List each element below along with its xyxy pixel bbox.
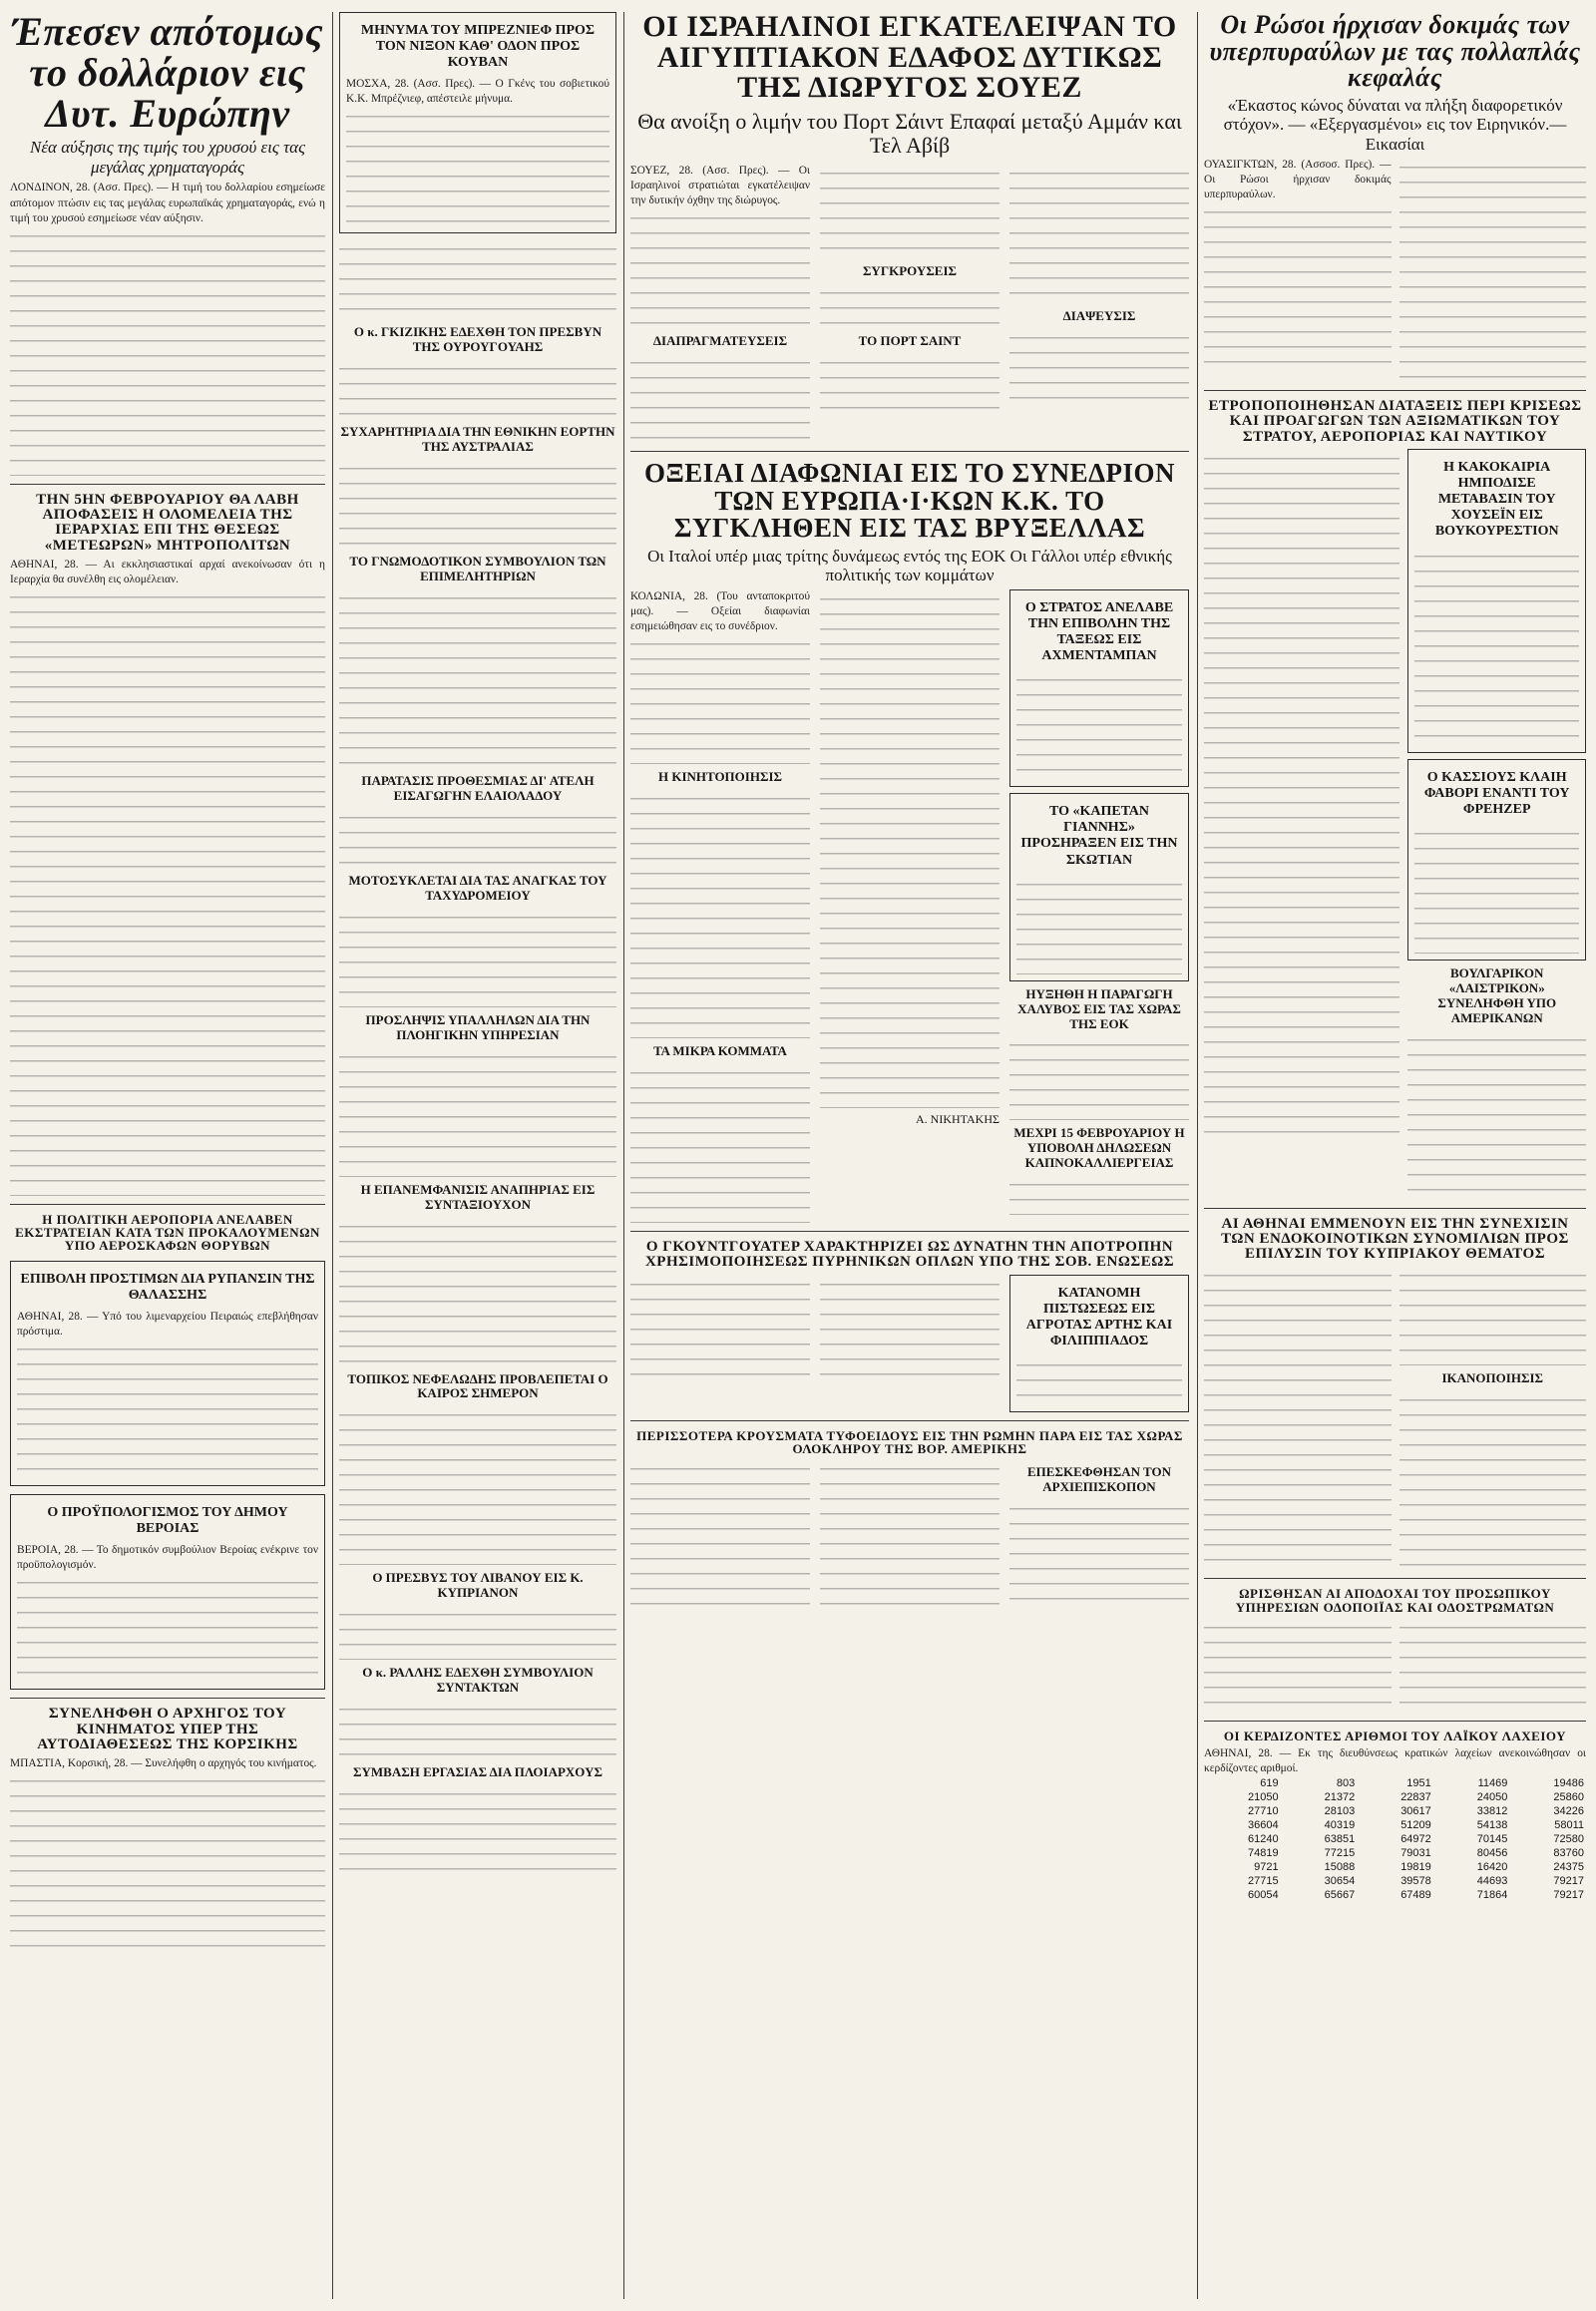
credit-headline: ΚΑΤΑΝΟΜΗ ΠΙΣΤΩΣΕΩΣ ΕΙΣ ΑΓΡΟΤΑΣ ΑΡΤΗΣ ΚΑΙ ΦΙΛΙΠΠΙΑΔΟΣ — [1025, 1285, 1173, 1348]
missiles-headline: Οι Ρώσοι ήρχισαν δοκιμάς των υπερπυραύλων με τας πολλαπλάς κεφαλάς — [1209, 12, 1581, 93]
divider — [1204, 1208, 1586, 1209]
typhus-headline: ΠΕΡΙΣΣΟΤΕΡΑ ΚΡΟΥΣΜΑΤΑ ΤΥΦΟΕΙΔΟΥΣ ΕΙΣ ΤΗΝ ΡΩΜΗΝ ΠΑΡΑ ΕΙΣ ΤΑΣ ΧΩΡΑΣ ΟΛΟΚΛΗΡΟΥ ΤΗΣ ΒΟΡ. ΑΜΕΡΙΚΗΣ — [636, 1427, 1183, 1457]
pollution-fines-headline: ΕΠΙΒΟΛΗ ΠΡΟΣΤΙΜΩΝ ΔΙΑ ΡΥΠΑΝΣΙΝ ΤΗΣ ΘΑΛΑΣΣΗΣ — [20, 1271, 315, 1303]
article-text-block — [1414, 547, 1579, 746]
divider — [1204, 1721, 1586, 1722]
article-text-block — [10, 587, 325, 1196]
article-text-block — [339, 239, 616, 319]
lottery-number: 24375 — [1553, 1861, 1584, 1874]
corsica-headline: ΣΥΝΕΛΗΦΘΗ Ο ΑΡΧΗΓΟΣ ΤΟΥ ΚΙΝΗΜΑΤΟΣ ΥΠΕΡ ΤΗΣ ΑΥΤΟΔΙΑΘΕΣΕΩΣ ΤΗΣ ΚΟΡΣΙΚΗΣ — [37, 1706, 298, 1752]
article-text-block — [1016, 875, 1182, 974]
cyprus-headline: ΑΙ ΑΘΗΝΑΙ ΕΜΜΕΝΟΥΝ ΕΙΣ ΤΗΝ ΣΥΝΕΧΙΣΙΝ ΤΩΝ ΕΝΔΟΚΟΙΝΟΤΙΚΩΝ ΣΥΝΟΜΙΛΙΩΝ ΠΡΟΣ ΕΠΙΛΥΣΙΝ ΤΟΥ ΚΥΠΡΙΑΚΟΥ ΘΕΜΑΤΟΣ — [1221, 1215, 1569, 1263]
lottery-number: 25860 — [1553, 1791, 1584, 1804]
lottery-number: 74819 — [1248, 1847, 1279, 1860]
lottery-number: 39578 — [1400, 1875, 1431, 1888]
divider — [630, 1231, 1189, 1232]
lottery-number: 77215 — [1324, 1847, 1356, 1860]
lottery-number: 21372 — [1324, 1791, 1356, 1804]
divider — [10, 1698, 325, 1699]
lottery-number: 28103 — [1324, 1805, 1356, 1818]
article-text-block — [1399, 1266, 1587, 1365]
lottery-number: 36604 — [1248, 1819, 1279, 1832]
column-rule — [623, 12, 624, 2299]
article-text-block — [630, 1459, 810, 1609]
corsica-article-text: ΜΠΑΣΤΙΑ, Κορσική, 28. — Συνελήφθη ο αρχηγός του κινήματος. — [10, 1757, 317, 1770]
lottery-number: 27715 — [1248, 1875, 1279, 1888]
article-text-block — [339, 1605, 616, 1660]
eurocommunist-article-text: ΚΟΛΩΝΙΑ, 28. (Του ανταποκριτού μας). — Οξείαι διαφωνίαι εσημειώθησαν εις το συνέδριον. — [630, 589, 810, 633]
article-text-block — [820, 589, 999, 1108]
column-rule — [1197, 12, 1198, 2299]
missiles-deck: «Έκαστος κώνος δύναται να πλήξη διαφορετικόν στόχον». — «Εξεργασμένοι» εις τον Ειρηνικόν.—Εικασίαι — [1223, 95, 1567, 154]
cyprus-article-columns — [1204, 1266, 1586, 1570]
lottery-row — [1204, 1860, 1586, 1874]
lottery-number: 33812 — [1476, 1805, 1508, 1818]
captains-agreement-headline: ΣΥΜΒΑΣΗ ΕΡΓΑΣΙΑΣ ΔΙΑ ΠΛΟΙΑΡΧΟΥΣ — [353, 1764, 602, 1780]
veria-budget-headline: Ο ΠΡΟΫΠΟΛΟΓΙΣΜΟΣ ΤΟΥ ΔΗΜΟΥ ΒΕΡΟΙΑΣ — [47, 1504, 288, 1537]
article-text-block — [346, 107, 609, 226]
lottery-number: 9721 — [1254, 1861, 1279, 1874]
lottery-number: 64972 — [1400, 1833, 1431, 1846]
lottery-number: 34226 — [1553, 1805, 1584, 1818]
mobilization-subhead: Η ΚΙΝΗΤΟΠΟΙΗΣΙΣ — [657, 769, 783, 785]
archbishop-headline: ΕΠΕΣΚΕΦΘΗΣΑΝ ΤΟΝ ΑΡΧΙΕΠΙΣΚΟΠΟΝ — [1027, 1464, 1171, 1495]
lottery-number: 1951 — [1406, 1777, 1431, 1790]
article-text-block — [1407, 1030, 1586, 1200]
lottery-number: 22837 — [1400, 1791, 1431, 1804]
disability-headline: Η ΕΠΑΝΕΜΦΑΝΙΣΙΣ ΑΝΑΠΗΡΙΑΣ ΕΙΣ ΣΥΝΤΑΞΙΟΥΧΟΝ — [360, 1181, 596, 1212]
army-box — [1009, 589, 1189, 787]
veria-budget-box — [10, 1494, 325, 1690]
ship-box — [1009, 793, 1189, 980]
article-text-block — [630, 1275, 810, 1384]
rallis-headline: Ο κ. ΡΑΛΛΗΣ ΕΔΕΧΘΗ ΣΥΜΒΟΥΛΙΟΝ ΣΥΝΤΑΚΤΩΝ — [362, 1665, 594, 1696]
lottery-intro-text: ΑΘΗΝΑΙ, 28. — Εκ της διευθύνσεως κρατικών λαχείων ανεκοινώθησαν οι κερδίζοντες αριθμοί. — [1204, 1747, 1586, 1775]
lottery-number: 24050 — [1476, 1791, 1508, 1804]
dollar-article-text: ΛΟΝΔΙΝΟΝ, 28. (Ασσ. Πρες). — Η τιμή του δολλαρίου εσημείωσε απότομον πτώσιν εις τας μεγάλας ευρωπαϊκάς χρηματαγοράς, ενώ η τιμή του χρυσού εσημείωσε νέαν αύξησιν. — [10, 182, 325, 224]
lottery-number: 79031 — [1400, 1847, 1431, 1860]
lottery-number: 51209 — [1400, 1819, 1431, 1832]
pollution-fines-text: ΑΘΗΝΑΙ, 28. — Υπό του λιμεναρχείου Πειραιώς επεβλήθησαν πρόστιμα. — [17, 1310, 318, 1338]
article-text-block — [339, 459, 616, 549]
lottery-row — [1204, 1790, 1586, 1804]
typhus-article-columns — [630, 1459, 1189, 1609]
lebanon-ambassador-headline: Ο ΠΡΕΣΒΥΣ ΤΟΥ ΛΙΒΑΝΟΥ ΕΙΣ Κ. ΚΥΠΡΙΑΝΟΝ — [372, 1570, 584, 1601]
port-said-subhead: ΤΟ ΠΟΡΤ ΣΑΙΝΤ — [858, 333, 962, 349]
column-4 — [1204, 12, 1586, 2299]
article-text-block — [630, 353, 810, 443]
article-text-block — [1009, 1499, 1189, 1609]
missiles-article-text: ΟΥΑΣΙΓΚΤΩΝ, 28. (Ασσοσ. Πρες). — Οι Ρώσοι ήρχισαν δοκιμάς υπερπυραύλων. — [1204, 159, 1392, 201]
article-text-block — [1016, 1355, 1182, 1405]
article-text-block — [339, 808, 616, 868]
article-text-block — [820, 164, 999, 258]
lottery-number: 60054 — [1248, 1889, 1279, 1902]
article-text-block — [820, 353, 999, 413]
lottery-number: 63851 — [1324, 1833, 1356, 1846]
israel-article-text: ΣΟΥΕΖ, 28. (Ασσ. Πρες). — Οι Ισραηλινοί στρατιώται εγκατέλειψαν την δυτικήν όχθην της διώρυγος. — [630, 165, 810, 207]
lottery-number: 15088 — [1324, 1861, 1356, 1874]
lottery-number: 83760 — [1553, 1847, 1584, 1860]
denial-subhead: ΔΙΑΨΕΥΣΙΣ — [1062, 308, 1136, 324]
lottery-number: 80456 — [1476, 1847, 1508, 1860]
lottery-number: 79217 — [1553, 1889, 1584, 1902]
lottery-number: 11469 — [1477, 1777, 1508, 1790]
lottery-number: 61240 — [1248, 1833, 1279, 1846]
steel-headline: ΗΥΞΗΘΗ Η ΠΑΡΑΓΩΓΗ ΧΑΛΥΒΟΣ ΕΙΣ ΤΑΣ ΧΩΡΑΣ ΤΗΣ ΕΟΚ — [1017, 985, 1181, 1031]
lottery-number: 21050 — [1248, 1791, 1279, 1804]
divider — [1204, 390, 1586, 391]
article-text-block — [1204, 1266, 1392, 1565]
lottery-row — [1204, 1832, 1586, 1846]
road-staff-headline: ΩΡΙΣΘΗΣΑΝ ΑΙ ΑΠΟΔΟΧΑΙ ΤΟΥ ΠΡΟΣΩΠΙΚΟΥ ΥΠΗΡΕΣΙΩΝ ΟΔΟΠΟΙΪΑΣ ΚΑΙ ΟΔΟΣΤΡΩΜΑΤΩΝ — [1235, 1586, 1555, 1615]
negotiations-subhead: ΔΙΑΠΡΑΓΜΑΤΕΥΣΕΙΣ — [652, 333, 788, 349]
divider — [10, 1204, 325, 1205]
veria-budget-text: ΒΕΡΟΙΑ, 28. — Το δημοτικόν συμβούλιον Βεροίας ενέκρινε τον προϋπολογισμόν. — [17, 1544, 318, 1572]
article-text-block — [1009, 164, 1189, 303]
cassius-headline: Ο ΚΑΣΣΙΟΥΣ ΚΛΑΙΗ ΦΑΒΟΡΙ ΕΝΑΝΤΙ ΤΟΥ ΦΡΕΗΖΕΡ — [1423, 769, 1570, 817]
article-text-block — [339, 1784, 616, 1874]
article-text-block — [1009, 1175, 1189, 1215]
lottery-number: 27710 — [1248, 1805, 1279, 1818]
lottery-number: 40319 — [1324, 1819, 1356, 1832]
article-text-block — [1204, 449, 1399, 1137]
divider — [1204, 1578, 1586, 1579]
article-text-block — [339, 359, 616, 419]
brezhnev-headline: ΜΗΝΥΜΑ ΤΟΥ ΜΠΡΕΖΝΙΕΦ ΠΡΟΣ ΤΟΝ ΝΙΞΟΝ ΚΑΘ' ΟΔΟΝ ΠΡΟΣ ΚΟΥΒΑΝ — [360, 23, 596, 71]
small-parties-subhead: ΤΑ ΜΙΚΡΑ ΚΟΜΜΑΤΑ — [653, 1043, 787, 1058]
byline: Α. ΝΙΚΗΤΑΚΗΣ — [915, 1111, 999, 1126]
column-3 — [630, 12, 1189, 2299]
lottery-row — [1204, 1874, 1586, 1888]
brezhnev-box — [339, 12, 616, 233]
article-text-block — [1009, 1035, 1189, 1120]
gizikis-headline: Ο κ. ΓΚΙΖΙΚΗΣ ΕΔΕΧΘΗ ΤΟΝ ΠΡΕΣΒΥΝ ΤΗΣ ΟΥΡΟΥΓΟΥΑΗΣ — [353, 324, 602, 355]
hussein-headline: Η ΚΑΚΟΚΑΙΡΙΑ ΗΜΠΟΔΙΣΕ ΜΕΤΑΒΑΣΙΝ ΤΟΥ ΧΟΥΣΕΪΝ ΕΙΣ ΒΟΥΚΟΥΡΕΣΤΙΟΝ — [1434, 460, 1559, 540]
army-headline: Ο ΣΤΡΑΤΟΣ ΑΝΕΛΑΒΕ ΤΗΝ ΕΠΙΒΟΛΗΝ ΤΗΣ ΤΑΞΕΩΣ ΕΙΣ ΑΧΜΕΝΤΑΜΠΑΝ — [1024, 599, 1174, 664]
lottery-headline: ΟΙ ΚΕΡΔΙΖΟΝΤΕΣ ΑΡΙΘΜΟΙ ΤΟΥ ΛΑΪΚΟΥ ΛΑΧΕΙΟΥ — [1223, 1728, 1567, 1743]
lottery-number: 71864 — [1476, 1889, 1508, 1902]
column-1 — [10, 12, 325, 2299]
lottery-number: 58011 — [1554, 1819, 1584, 1832]
pilots-staff-headline: ΠΡΟΣΛΗΨΙΣ ΥΠΑΛΛΗΛΩΝ ΔΙΑ ΤΗΝ ΠΛΟΗΓΙΚΗΝ ΥΠΗΡΕΣΙΑΝ — [365, 1011, 591, 1042]
lottery-number: 16420 — [1476, 1861, 1508, 1874]
article-text-block — [1009, 328, 1189, 408]
road-staff-article-columns — [1204, 1618, 1586, 1713]
motorcycles-headline: ΜΟΤΟΣΥΚΛΕΤΑΙ ΔΙΑ ΤΑΣ ΑΝΑΓΚΑΣ ΤΟΥ ΤΑΧΥΔΡΟΜΕΙΟΥ — [348, 872, 607, 903]
article-text-block — [630, 1063, 810, 1223]
article-text-block — [339, 588, 616, 768]
olive-oil-headline: ΠΑΡΑΤΑΣΙΣ ΠΡΟΘΕΣΜΙΑΣ ΔΙ' ΑΤΕΛΗ ΕΙΣΑΓΩΓΗΝ ΕΛΑΙΟΛΑΔΟΥ — [361, 773, 595, 803]
article-text-block — [1016, 670, 1182, 780]
article-text-block — [339, 908, 616, 1007]
lottery-number: 79217 — [1553, 1875, 1584, 1888]
column-2 — [339, 12, 616, 2299]
article-text-block — [630, 634, 810, 764]
article-text-block — [339, 1047, 616, 1177]
pollution-fines-box — [10, 1261, 325, 1486]
israel-article-columns — [630, 164, 1189, 443]
eurocommunist-headline: ΟΞΕΙΑΙ ΔΙΑΦΩΝΙΑΙ ΕΙΣ ΤΟ ΣΥΝΕΔΡΙΟΝ ΤΩΝ ΕΥΡΩΠΑ·Ι·ΚΩΝ Κ.Κ. ΤΟ ΣΥΓΚΛΗΘΕΝ ΕΙΣ ΤΑΣ ΒΡΥΞΕΛΛΑΣ — [643, 458, 1176, 544]
article-text-block — [17, 1340, 318, 1479]
hierarchy-headline: ΤΗΝ 5ΗΝ ΦΕΒΡΟΥΑΡΙΟΥ ΘΑ ΛΑΒΗ ΑΠΟΦΑΣΕΙΣ Η ΟΛΟΜΕΛΕΙΑ ΤΗΣ ΙΕΡΑΡΧΙΑΣ ΕΠΙ ΤΗΣ ΘΕΣΕΩΣ «ΜΕΤΕΩΡΩΝ» ΜΗΤΡΟΠΟΛΙΤΩΝ — [36, 491, 299, 554]
article-text-block — [10, 226, 325, 476]
lottery-row — [1204, 1776, 1586, 1790]
lottery-number: 30654 — [1324, 1875, 1356, 1888]
article-text-block — [820, 1459, 999, 1609]
article-text-block — [1399, 158, 1587, 382]
goldwater-article-columns — [630, 1275, 1189, 1412]
aviation-noise-headline: Η ΠΟΛΙΤΙΚΗ ΑΕΡΟΠΟΡΙΑ ΑΝΕΛΑΒΕΝ ΕΚΣΤΡΑΤΕΙΑΝ ΚΑΤΑ ΤΩΝ ΠΡΟΚΑΛΟΥΜΕΝΩΝ ΥΠΟ ΑΕΡΟΣΚΑΦΩΝ ΘΟΡΥΒΩΝ — [15, 1211, 320, 1254]
lottery-row — [1204, 1888, 1586, 1902]
column-rule — [332, 12, 333, 2299]
eurocommunist-deck: Οι Ιταλοί υπέρ μιας τρίτης δυνάμεως εντός της ΕΟΚ Οι Γάλλοι υπέρ εθνικής πολιτικής των κομμάτων — [647, 546, 1172, 585]
lottery-numbers-table — [1204, 1776, 1586, 1902]
tobacco-headline: ΜΕΧΡΙ 15 ΦΕΒΡΟΥΑΡΙΟΥ Η ΥΠΟΒΟΛΗ ΔΗΛΩΣΕΩΝ ΚΑΠΝΟΚΑΛΛΙΕΡΓΕΙΑΣ — [1013, 1125, 1185, 1171]
article-text-block — [1204, 1618, 1392, 1713]
dollar-deck: Νέα αύξησις της τιμής του χρυσού εις τας μεγάλας χρηματαγοράς — [30, 138, 305, 177]
israel-headline: ΟΙ ΙΣΡΑΗΛΙΝΟΙ ΕΓΚΑΤΕΛΕΙΨΑΝ ΤΟ ΑΙΓΥΠΤΙΑΚΟΝ ΕΔΑΦΟΣ ΔΥΤΙΚΩΣ ΤΗΣ ΔΙΩΡΥΓΟΣ ΣΟΥΕΖ — [642, 12, 1177, 105]
article-text-block — [339, 1700, 616, 1759]
brezhnev-text: ΜΟΣΧΑ, 28. (Ασσ. Πρες). — Ο Γκένς του σοβιετικού Κ.Κ. Μπρέζνιεφ, απέστειλε μήνυμα. — [346, 78, 609, 106]
israel-deck: Θα ανοίξη ο λιμήν του Πορτ Σάιντ Επαφαί μεταξύ Αμμάν και Τελ Αβίβ — [637, 108, 1182, 158]
divider — [630, 451, 1189, 452]
lottery-number: 72580 — [1553, 1833, 1584, 1846]
officers-article-columns — [1204, 449, 1586, 1200]
ship-headline: ΤΟ «ΚΑΠΕΤΑΝ ΓΙΑΝΝΗΣ» ΠΡΟΣΗΡΑΞΕΝ ΕΙΣ ΤΗΝ ΣΚΩΤΙΑΝ — [1020, 804, 1178, 868]
article-text-block — [339, 1217, 616, 1366]
credit-box — [1009, 1275, 1189, 1412]
lottery-number: 70145 — [1476, 1833, 1508, 1846]
article-text-block — [339, 1405, 616, 1565]
article-text-block — [1414, 824, 1579, 954]
article-text-block — [820, 283, 999, 328]
lottery-number: 54138 — [1476, 1819, 1508, 1832]
article-text-block — [17, 1573, 318, 1683]
divider — [10, 484, 325, 485]
lottery-row — [1204, 1846, 1586, 1860]
australia-headline: ΣΥΧΑΡΗΤΗΡΙΑ ΔΙΑ ΤΗΝ ΕΘΝΙΚΗΝ ΕΟΡΤΗΝ ΤΗΣ ΑΥΣΤΡΑΛΙΑΣ — [340, 424, 615, 455]
dollar-headline: Έπεσεν απότομως το δολλάριον εις Δυτ. Ευρώπην — [11, 12, 324, 136]
clashes-subhead: ΣΥΓΚΡΟΥΣΕΙΣ — [862, 263, 958, 279]
lottery-number: 67489 — [1400, 1889, 1431, 1902]
cassius-box — [1407, 759, 1586, 961]
article-text-block — [630, 208, 810, 328]
lottery-number: 19486 — [1553, 1777, 1584, 1790]
article-text-block — [1204, 202, 1392, 372]
chambers-council-headline: ΤΟ ΓΝΩΜΟΔΟΤΙΚΟΝ ΣΥΜΒΟΥΛΙΟΝ ΤΩΝ ΕΠΙΜΕΛΗΤΗΡΙΩΝ — [349, 554, 606, 584]
lottery-number: 44693 — [1476, 1875, 1508, 1888]
lottery-number: 19819 — [1400, 1861, 1431, 1874]
lottery-number: 65667 — [1324, 1889, 1356, 1902]
lottery-row — [1204, 1818, 1586, 1832]
goldwater-headline: Ο ΓΚΟΥΝΤΓΟΥΑΤΕΡ ΧΑΡΑΚΤΗΡΙΖΕΙ ΩΣ ΔΥΝΑΤΗΝ ΤΗΝ ΑΠΟΤΡΟΠΗΝ ΧΡΗΣΙΜΟΠΟΙΗΣΕΩΣ ΠΥΡΗΝΙΚΩΝ ΟΠΛΩΝ ΥΠΟ ΤΗΣ ΣΟΒ. ΕΝΩΣΕΩΣ — [644, 1238, 1175, 1271]
eurocommunist-article-columns — [630, 589, 1189, 1223]
article-text-block — [1399, 1618, 1587, 1713]
hierarchy-article-text: ΑΘΗΝΑΙ, 28. — Αι εκκλησιαστικαί αρχαί ανεκοίνωσαν ότι η Ιεραρχία θα συνέλθη εις ολομέλειαν. — [10, 558, 325, 585]
officers-headline: ΕΤΡΟΠΟΠΟΙΗΘΗΣΑΝ ΔΙΑΤΑΞΕΙΣ ΠΕΡΙ ΚΡΙΣΕΩΣ ΚΑΙ ΠΡΟΑΓΩΓΩΝ ΤΩΝ ΑΞΙΩΜΑΤΙΚΩΝ ΤΟΥ ΣΤΡΑΤΟΥ, ΑΕΡΟΠΟΡΙΑΣ ΚΑΙ ΝΑΥΤΙΚΟΥ — [1208, 398, 1582, 445]
missiles-article-columns — [1204, 158, 1586, 382]
weather-headline: ΤΟΠΙΚΟΣ ΝΕΦΕΛΩΔΗΣ ΠΡΟΒΛΕΠΕΤΑΙ Ο ΚΑΙΡΟΣ ΣΗΜΕΡΟΝ — [347, 1370, 608, 1401]
hussein-box — [1407, 449, 1586, 752]
satisfaction-subhead: ΙΚΑΝΟΠΟΙΗΣΙΣ — [1441, 1370, 1543, 1386]
bulgarian-ship-headline: ΒΟΥΛΓΑΡΙΚΟΝ «ΛΑΙΣΤΡΙΚΟΝ» ΣΥΝΕΛΗΦΘΗ ΥΠΟ ΑΜΕΡΙΚΑΝΩΝ — [1437, 964, 1557, 1025]
article-text-block — [630, 789, 810, 1038]
lottery-row — [1204, 1804, 1586, 1818]
divider — [630, 1420, 1189, 1421]
article-text-block — [820, 1275, 999, 1384]
lottery-number: 803 — [1336, 1777, 1356, 1790]
article-text-block — [1399, 1390, 1587, 1570]
lottery-number: 30617 — [1400, 1805, 1431, 1818]
lottery-number: 619 — [1260, 1777, 1279, 1790]
article-text-block — [10, 1771, 325, 1951]
